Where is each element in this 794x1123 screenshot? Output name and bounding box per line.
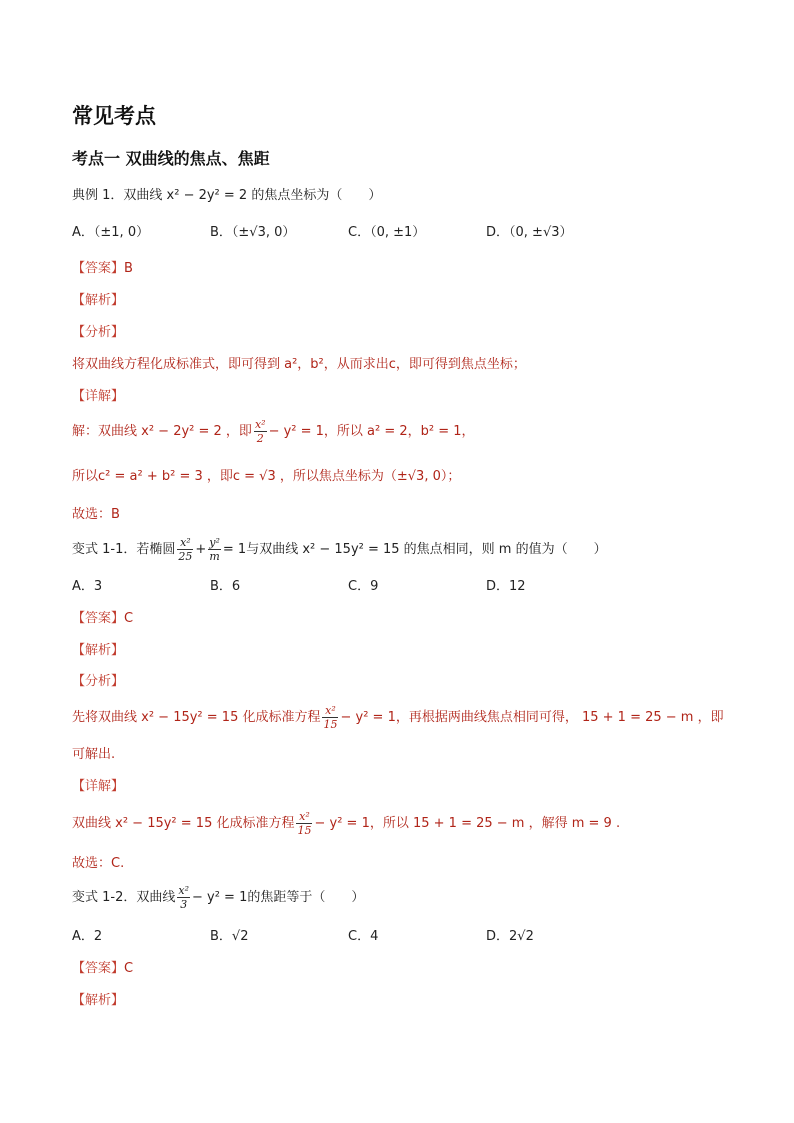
fraction-denominator: 2 bbox=[256, 432, 264, 445]
option-a: A．3 bbox=[72, 579, 103, 594]
plus-sign: + bbox=[195, 542, 207, 557]
fraction bbox=[177, 884, 190, 911]
fraction bbox=[296, 810, 312, 837]
fraction-denominator: 15 bbox=[297, 824, 312, 837]
fenxi-text: 将双曲线方程化成标准式，即可得到 a²，b²，从而求出c，即可得到焦点坐标； bbox=[72, 357, 526, 372]
stem-text: 变式 1-1．若椭圆 bbox=[72, 542, 176, 557]
xiangjie-label: 【详解】 bbox=[72, 779, 125, 794]
example-1-options bbox=[72, 224, 732, 244]
fraction bbox=[208, 536, 221, 563]
detail-line-1 bbox=[72, 418, 475, 445]
fraction-numerator: x² bbox=[296, 810, 312, 824]
example-1-stem: 典例 1．双曲线 x² − 2y² = 2 的焦点坐标为（ ） bbox=[72, 188, 382, 203]
example-2-stem bbox=[72, 536, 607, 563]
fraction-denominator: 3 bbox=[180, 898, 188, 911]
option-a: A．2 bbox=[72, 929, 103, 944]
example-3-stem bbox=[72, 884, 364, 911]
answer-line bbox=[72, 610, 133, 628]
fraction-denominator: 15 bbox=[323, 718, 338, 731]
fraction bbox=[322, 704, 338, 731]
jiexi-label: 【解析】 bbox=[72, 293, 125, 308]
answer-value: B bbox=[124, 261, 133, 276]
stem-text: 变式 1-2．双曲线 bbox=[72, 890, 176, 905]
answer-label: 【答案】 bbox=[72, 611, 125, 626]
fraction bbox=[254, 418, 267, 445]
stem-text: − y² = 1的焦距等于（ ） bbox=[192, 890, 365, 905]
option-c: C．（0, ±1） bbox=[348, 225, 426, 240]
fraction bbox=[177, 536, 193, 563]
stem-text: = 1与双曲线 x² − 15y² = 15 的焦点相同，则 m 的值为（ ） bbox=[222, 542, 607, 557]
fenxi-label: 【分析】 bbox=[72, 325, 125, 340]
fraction-numerator: x² bbox=[177, 536, 193, 550]
fenxi-text-continued: 可解出. bbox=[72, 747, 116, 762]
fraction-numerator: x² bbox=[254, 418, 266, 431]
choose-line: 故选：C. bbox=[72, 856, 125, 871]
fenxi-label: 【分析】 bbox=[72, 674, 125, 689]
option-c: C．9 bbox=[348, 579, 379, 594]
option-b: B．（±√3, 0） bbox=[210, 225, 296, 240]
option-b: B．√2 bbox=[210, 929, 249, 944]
fraction-denominator: 25 bbox=[178, 550, 193, 563]
option-d: D．（0, ±√3） bbox=[486, 225, 573, 240]
fraction-numerator: x² bbox=[178, 884, 189, 897]
option-d: D．12 bbox=[486, 579, 526, 594]
fenxi-text-part: − y² = 1，再根据两曲线焦点相同可得， 15 + 1 = 25 − m ，即 bbox=[340, 710, 724, 725]
example-2-options bbox=[72, 578, 732, 598]
fraction-numerator: x² bbox=[322, 704, 338, 718]
answer-value: C bbox=[124, 961, 134, 976]
option-b: B．6 bbox=[210, 579, 241, 594]
detail-line bbox=[72, 810, 620, 837]
answer-line bbox=[72, 260, 133, 278]
option-c: C．4 bbox=[348, 929, 379, 944]
fraction-numerator: y² bbox=[209, 536, 220, 549]
answer-value: C bbox=[124, 611, 134, 626]
answer-line bbox=[72, 960, 133, 978]
detail-line-2: 所以c² = a² + b² = 3 ，即c = √3 ，所以焦点坐标为（±√3, 0）； bbox=[72, 469, 461, 484]
detail-text: − y² = 1，所以 15 + 1 = 25 − m ，解得 m = 9 . bbox=[314, 816, 621, 831]
example-3-options bbox=[72, 928, 732, 948]
option-a: A．（±1, 0） bbox=[72, 225, 150, 240]
option-d: D．2√2 bbox=[486, 929, 534, 944]
page-title: 常见考点 bbox=[72, 104, 156, 128]
detail-text: 双曲线 x² − 15y² = 15 化成标准方程 bbox=[72, 816, 295, 831]
detail-text: 解：双曲线 x² − 2y² = 2 ，即 bbox=[72, 424, 252, 439]
choose-line: 故选：B bbox=[72, 507, 120, 522]
answer-label: 【答案】 bbox=[72, 261, 125, 276]
jiexi-label: 【解析】 bbox=[72, 993, 125, 1008]
jiexi-label: 【解析】 bbox=[72, 643, 125, 658]
fenxi-text bbox=[72, 704, 724, 731]
section-heading: 考点一 双曲线的焦点、焦距 bbox=[72, 149, 270, 168]
fenxi-text-part: 先将双曲线 x² − 15y² = 15 化成标准方程 bbox=[72, 710, 321, 725]
answer-label: 【答案】 bbox=[72, 961, 125, 976]
detail-text: − y² = 1，所以 a² = 2，b² = 1， bbox=[268, 424, 475, 439]
fraction-denominator: m bbox=[209, 550, 220, 563]
xiangjie-label: 【详解】 bbox=[72, 389, 125, 404]
